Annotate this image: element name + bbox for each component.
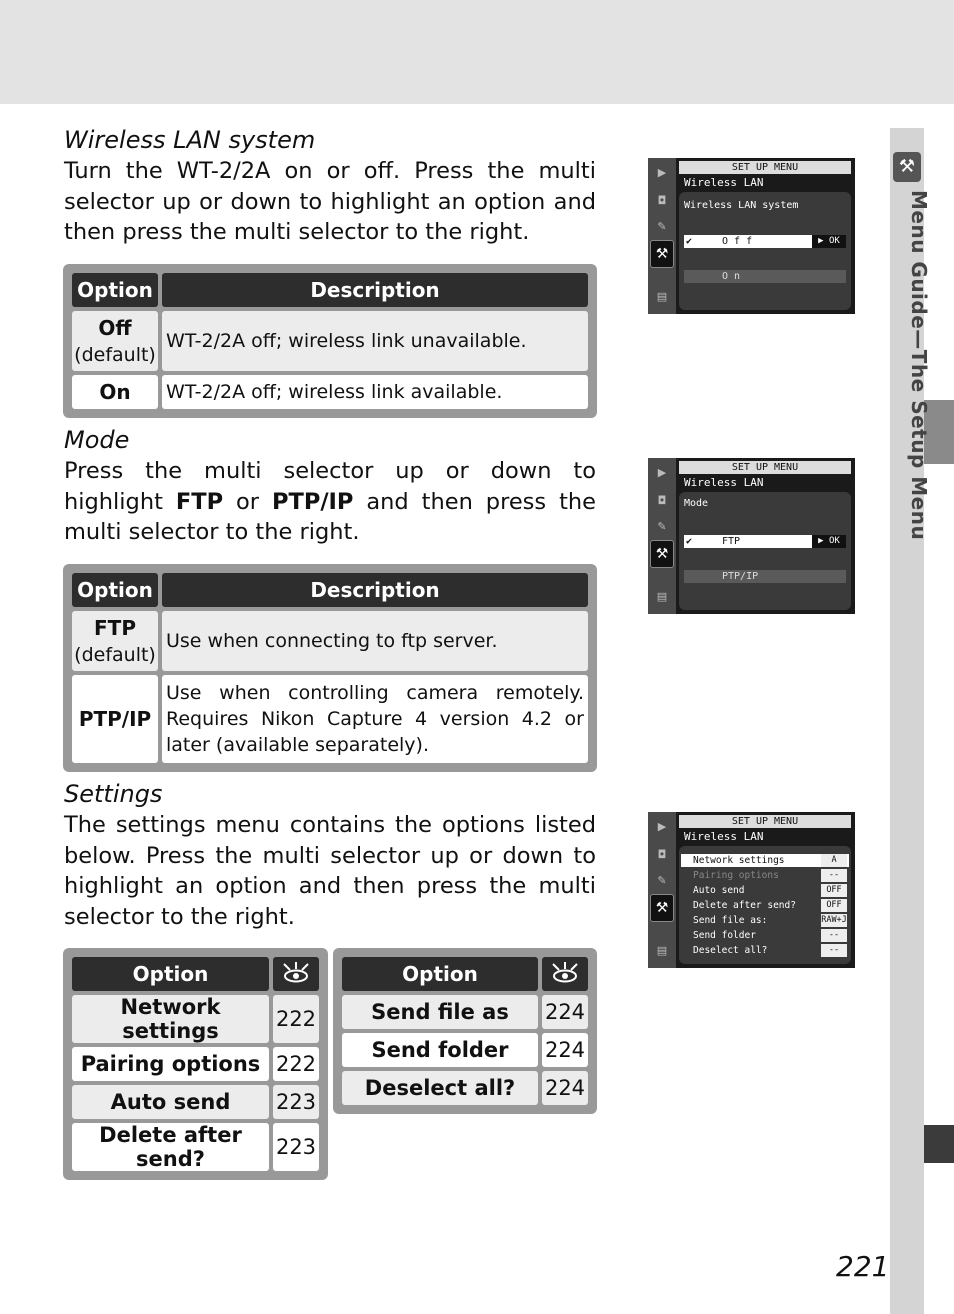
recent-icon: ▤ [656, 590, 668, 603]
setup-icon: ⚒ [650, 240, 674, 268]
screen-title: Mode [684, 498, 709, 509]
submenu-title: Wireless LAN [684, 830, 764, 843]
submenu-title: Wireless LAN [684, 476, 764, 489]
camera-icon: ◘ [657, 494, 667, 507]
wireless-heading: Wireless LAN system [64, 126, 316, 154]
option-name: PTP/IP [78, 706, 152, 731]
table-row: Delete after send? 223 [72, 1123, 319, 1171]
wireless-body: Turn the WT-2/2A on or off. Press the multi selector up or down to highlight an option and then press the multi selector to the right. [64, 158, 596, 245]
recent-icon: ▤ [656, 290, 668, 303]
camera-icon: ◘ [657, 194, 667, 207]
playback-icon: ▶ [657, 166, 667, 179]
camera-icon: ◘ [657, 848, 667, 861]
menu-title: SET UP MENU [679, 461, 851, 474]
table-row [72, 375, 588, 409]
page-reference-icon [273, 957, 319, 991]
col-option: Option [72, 573, 158, 607]
playback-icon: ▶ [657, 820, 667, 833]
table-row: Send folder 224 [342, 1033, 588, 1067]
menu-option: Network settings A [681, 854, 849, 867]
chapter-label: Menu Guide—The Setup Menu [907, 190, 931, 541]
settings-table-right [333, 948, 597, 1114]
mode-table [63, 564, 597, 772]
wireless-table [63, 264, 597, 418]
menu-option: Send folder -- [681, 929, 849, 942]
menu-title: SET UP MENU [679, 161, 851, 174]
menu-option: PTP/IP [684, 570, 846, 583]
submenu-title: Wireless LAN [684, 176, 764, 189]
option-note: (default) [74, 643, 156, 666]
table-row: Network settings 222 [72, 995, 319, 1043]
menu-option: Auto send OFF [681, 884, 849, 897]
screen-title: Wireless LAN system [684, 200, 799, 211]
option-description: WT-2/2A off; wireless link unavailable. [162, 311, 588, 371]
camera-screen-settings [648, 812, 855, 968]
setup-icon: ⚒ [650, 894, 674, 922]
pencil-icon: ✎ [657, 520, 667, 533]
table-row [72, 675, 588, 763]
menu-rail [648, 812, 676, 968]
option-note: (default) [74, 343, 156, 366]
menu-rail [648, 458, 676, 614]
option-name: On [99, 379, 131, 404]
camera-screen-mode [648, 458, 855, 614]
option-description: Use when controlling camera remotely. Requires Nikon Capture 4 version 4.2 or later (available separately). [162, 675, 588, 763]
col-description: Description [162, 573, 588, 607]
recent-icon: ▤ [656, 944, 668, 957]
menu-option: Deselect all? -- [681, 944, 849, 957]
col-description: Description [162, 273, 588, 307]
table-row [72, 611, 588, 671]
option-description: WT-2/2A off; wireless link available. [162, 375, 588, 409]
table-row: Auto send 223 [72, 1085, 319, 1119]
camera-screen-wireless [648, 158, 855, 314]
menu-option: Pairing options -- [681, 869, 849, 882]
menu-option: Send file as: RAW+J [693, 915, 847, 926]
settings-body: The settings menu contains the options listed below. Press the multi selector up or down to highlight an option and then press the multi selector to the right. [64, 812, 596, 930]
setup-icon: ⚒ [650, 540, 674, 568]
table-row [72, 311, 588, 371]
col-option: Option [72, 957, 269, 991]
col-option: Option [342, 957, 538, 991]
table-row: Pairing options 222 [72, 1047, 319, 1081]
header-band [0, 0, 954, 104]
settings-table-left [63, 948, 328, 1180]
pencil-icon: ✎ [657, 874, 667, 887]
table-row: Deselect all? 224 [342, 1071, 588, 1105]
page-reference-icon [542, 957, 588, 991]
menu-option: Delete after send? OFF [681, 899, 849, 912]
mode-body: Press the multi selector up or down to highlight FTP or PTP/IP and then press the multi selector to the right. [64, 458, 596, 545]
menu-option: O n [684, 270, 846, 283]
playback-icon: ▶ [657, 466, 667, 479]
menu-option: ✔ FTP ▶ OK [684, 535, 846, 548]
table-row: Send file as 224 [342, 995, 588, 1029]
menu-rail [648, 158, 676, 314]
settings-heading: Settings [64, 780, 163, 808]
menu-title: SET UP MENU [679, 815, 851, 828]
pencil-icon: ✎ [657, 220, 667, 233]
chapter-tab [924, 1125, 954, 1163]
wrench-icon: ⚒ [893, 152, 921, 182]
option-name: FTP [94, 615, 136, 640]
menu-option: ✔ O f f ▶ OK [684, 235, 846, 248]
option-description: Use when connecting to ftp server. [162, 611, 588, 671]
ftp-term: FTP [175, 488, 224, 515]
col-option: Option [72, 273, 158, 307]
ptpip-term: PTP/IP [272, 488, 354, 515]
page-number: 221 [836, 1250, 890, 1283]
mode-heading: Mode [64, 426, 130, 454]
option-name: Off [98, 315, 132, 340]
